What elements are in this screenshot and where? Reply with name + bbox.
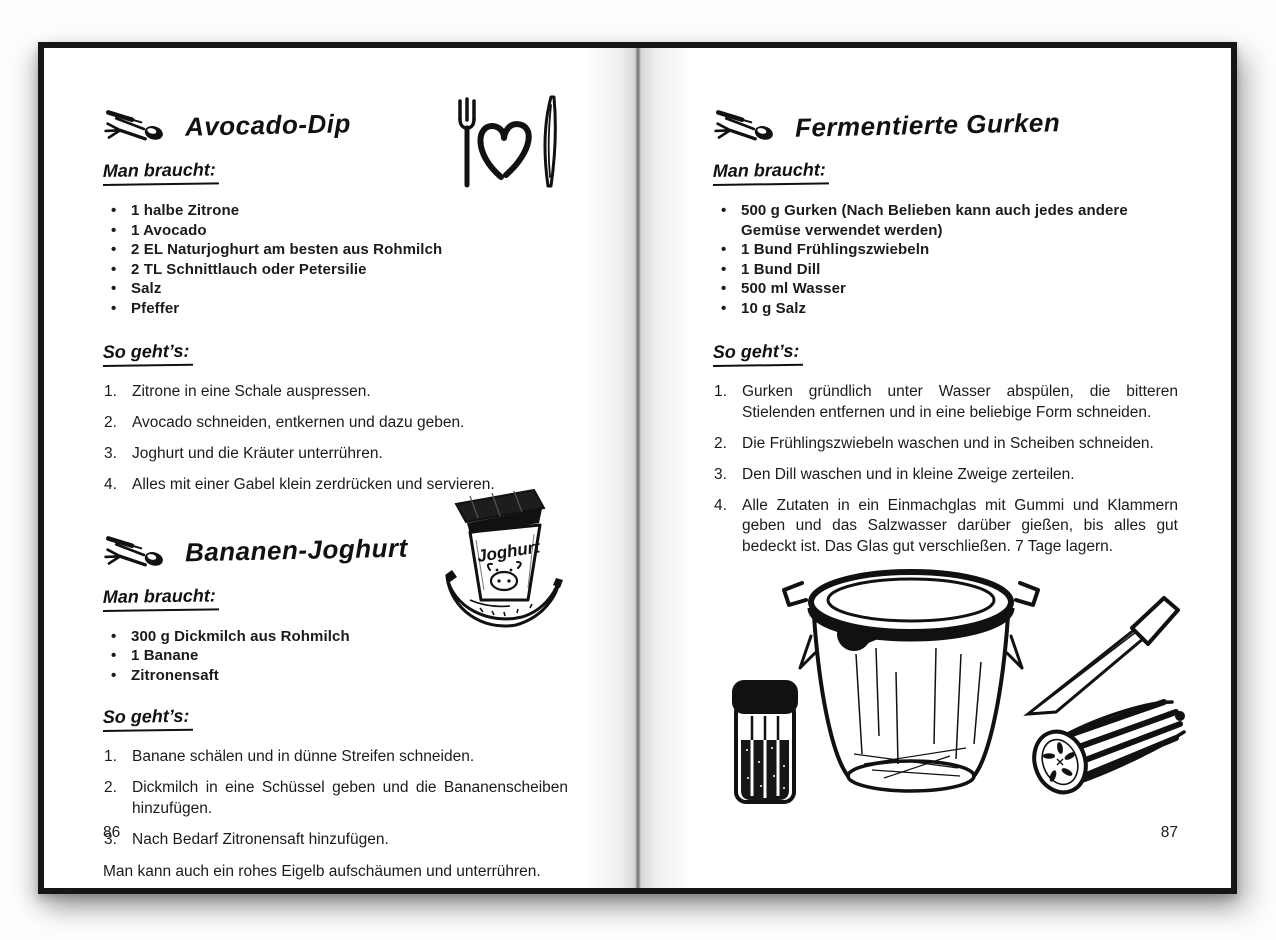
steps-list xyxy=(103,747,568,850)
ingredient-item: • 1 Banane xyxy=(103,646,568,666)
recipe-fermentierte-gurken xyxy=(713,102,1178,557)
knife-icon xyxy=(1028,598,1178,714)
steps-heading: So geht’s: xyxy=(103,341,193,367)
page-number: 86 xyxy=(103,824,121,841)
step-item: Avocado schneiden, entkernen und dazu geben. xyxy=(132,414,465,431)
ingredient-item: • 500 g Gurken (Nach Belieben kann auch jedes andere Gemüse verwendet werden) xyxy=(713,201,1178,240)
ingredient-item: • Zitronensaft xyxy=(103,666,568,686)
yogurt-banana-illustration xyxy=(440,478,568,630)
step-item: Dickmilch in eine Schüssel geben und die Bananenscheiben hinzufügen. xyxy=(132,779,568,817)
ingredients-list xyxy=(103,201,568,318)
recipe-note: Man kann auch ein rohes Eigelb aufschäumen und unterrühren. xyxy=(103,863,541,880)
ingredient-item: • Salz xyxy=(103,279,568,299)
step-item: Zitrone in eine Schale auspressen. xyxy=(132,383,371,400)
fork-heart-knife-illustration xyxy=(449,93,561,191)
fermentation-jar-icon xyxy=(784,572,1038,791)
fork-spoon-icon xyxy=(103,529,169,573)
ingredient-item: • 10 g Salz xyxy=(713,299,1178,319)
step-item: Alles mit einer Gabel klein zerdrücken und servieren. xyxy=(132,476,495,493)
right-page xyxy=(638,48,1231,888)
fork-spoon-icon xyxy=(713,103,779,147)
steps-list xyxy=(713,382,1178,557)
fork-spoon-icon xyxy=(103,103,169,147)
ingredient-item: • 1 halbe Zitrone xyxy=(103,201,568,221)
ingredients-heading: Man braucht: xyxy=(103,159,219,186)
page-number: 87 xyxy=(1160,824,1178,841)
salt-shaker-icon xyxy=(732,680,798,802)
step-item: Den Dill waschen und in kleine Zweige zerteilen. xyxy=(742,465,1075,483)
ingredient-item: • 2 TL Schnittlauch oder Petersilie xyxy=(103,260,568,280)
ingredient-item: • 300 g Dickmilch aus Rohmilch xyxy=(103,627,568,647)
ingredients-heading: Man braucht: xyxy=(103,585,219,612)
ingredient-item: • 1 Avocado xyxy=(103,221,568,241)
step-item: Banane schälen und in dünne Streifen schneiden. xyxy=(132,748,475,765)
ingredients-list xyxy=(713,201,1178,318)
recipe-title: Bananen-Joghurt xyxy=(184,532,409,568)
ingredient-item: • 1 Bund Frühlingszwiebeln xyxy=(713,240,1178,260)
step-item: Gurken gründlich unter Wasser abspülen, die bitteren Stielenden entfernen und in eine beliebige Form schneiden. xyxy=(742,383,1178,421)
left-page xyxy=(44,48,637,888)
ingredients-list xyxy=(103,627,568,686)
ingredients-heading: Man braucht: xyxy=(713,159,829,186)
step-item: Alle Zutaten in ein Einmachglas mit Gummi und Klammern geben und das Salzwasser darüber gießen, bis alles gut bedeckt ist. Das Glas gut verschließen. 7 Tage lagern. xyxy=(742,496,1178,555)
book-spread xyxy=(38,42,1237,894)
ingredient-item: • Pfeffer xyxy=(103,299,568,319)
step-item: Die Frühlingszwiebeln waschen und in Scheiben schneiden. xyxy=(742,434,1154,452)
step-item: Nach Bedarf Zitronensaft hinzufügen. xyxy=(132,830,389,848)
recipe-title: Fermentierte Gurken xyxy=(794,106,1061,143)
cucumber-icon xyxy=(1026,702,1185,800)
ingredient-item: • 1 Bund Dill xyxy=(713,260,1178,280)
yogurt-cup-label: Joghurt xyxy=(475,537,542,566)
step-item: Joghurt und die Kräuter unterrühren. xyxy=(132,445,383,462)
fermentation-illustration xyxy=(714,550,1198,818)
recipe-title: Avocado-Dip xyxy=(184,107,352,142)
steps-heading: So geht’s: xyxy=(103,706,193,732)
ingredient-item: • 500 ml Wasser xyxy=(713,279,1178,299)
ingredient-item: • 2 EL Naturjoghurt am besten aus Rohmilch xyxy=(103,240,568,260)
steps-heading: So geht’s: xyxy=(713,341,803,367)
